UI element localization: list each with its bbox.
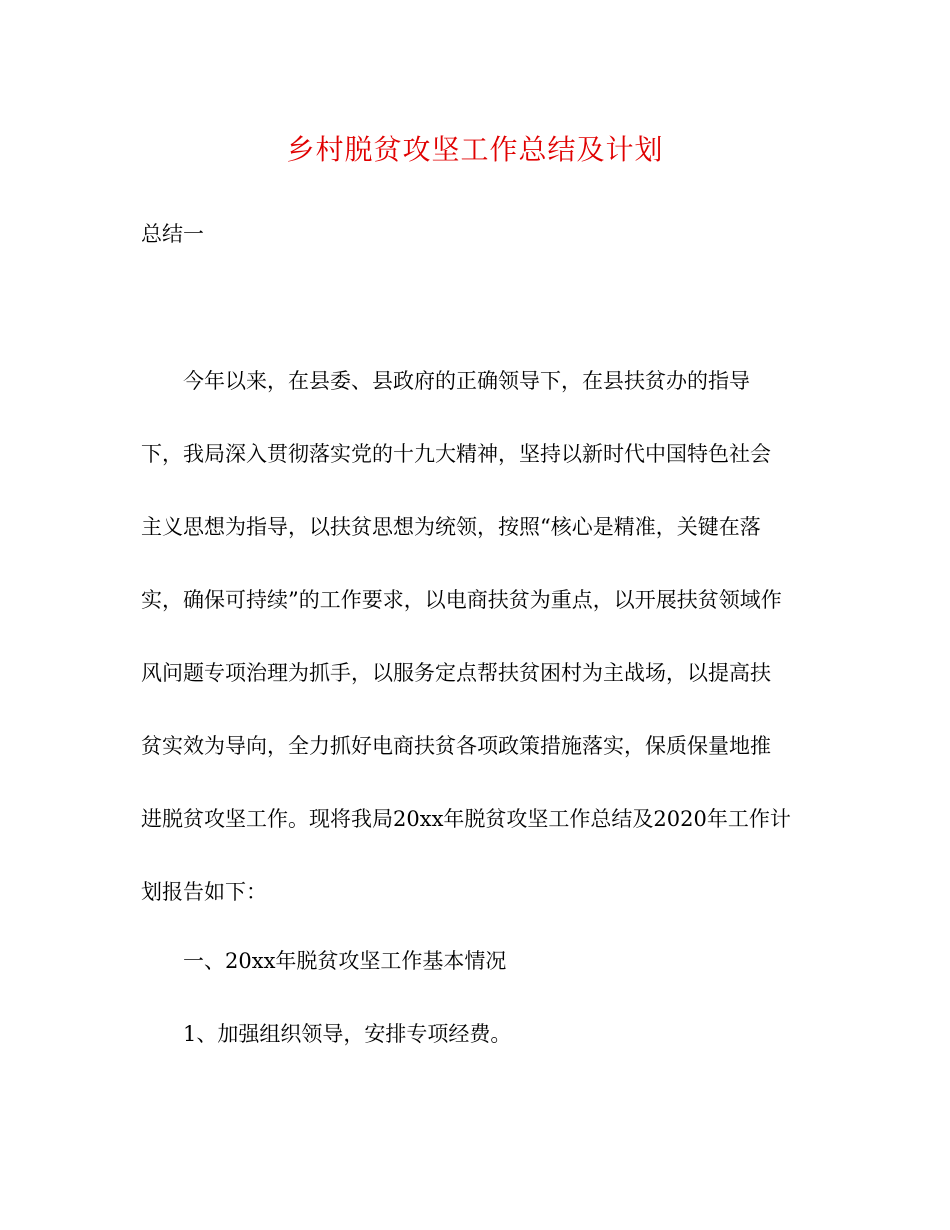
paragraph-line: 划报告如下： [141, 880, 267, 904]
paragraph-line: 实，确保可持续”的工作要求，以电商扶贫为重点，以开展扶贫领域作 [141, 588, 782, 612]
paragraph-line: 主义思想为指导，以扶贫思想为统领，按照“核心是精准，关键在落 [141, 515, 761, 539]
paragraph-line: 下，我局深入贯彻落实党的十九大精神，坚持以新时代中国特色社会 [141, 442, 771, 466]
section-label: 总结一 [141, 222, 204, 246]
document-title: 乡村脱贫攻坚工作总结及计划 [286, 133, 664, 166]
paragraph-line: 今年以来，在县委、县政府的正确领导下，在县扶贫办的指导 [183, 369, 750, 393]
paragraph-line: 风问题专项治理为抓手，以服务定点帮扶贫困村为主战场，以提高扶 [141, 661, 771, 685]
paragraph-line: 贫实效为导向，全力抓好电商扶贫各项政策措施落实，保质保量地推 [141, 734, 771, 758]
paragraph-line: 进脱贫攻坚工作。现将我局20xx年脱贫攻坚工作总结及2020年工作计 [141, 807, 791, 831]
body-paragraph [141, 363, 813, 947]
subsection-heading: 1、加强组织领导，安排专项经费。 [183, 1022, 512, 1046]
section-heading: 一、20xx年脱贫攻坚工作基本情况 [183, 949, 507, 973]
